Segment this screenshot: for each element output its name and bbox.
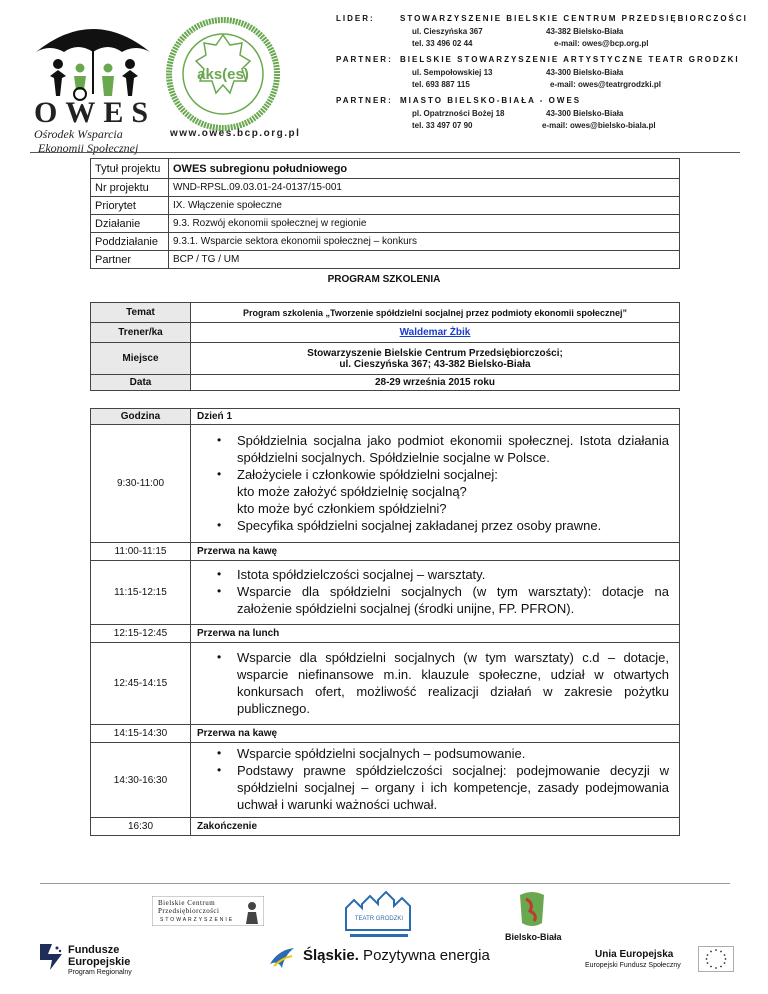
slaskie-slogan <box>303 947 490 964</box>
meta-topic: Program szkolenia „Tworzenie spółdzielni socjalnej przez podmioty ekonomii społecznej” <box>191 303 680 323</box>
table-row <box>91 743 680 818</box>
info-label: Partner <box>91 251 169 269</box>
info-value: 9.3. Rozwój ekonomii społecznej w regionie <box>169 215 680 233</box>
table-row <box>91 251 680 269</box>
sub-line: kto może założyć spółdzielnię socjalną? <box>237 483 467 499</box>
bielsko-biala-logo <box>512 889 552 929</box>
info-label: Nr projektu <box>91 179 169 197</box>
table-row <box>91 543 680 561</box>
table-row <box>91 375 680 391</box>
fundusze-europejskie-logo <box>38 942 64 972</box>
partner-name: MIASTO BIELSKO-BIAŁA - OWES <box>400 96 582 105</box>
partner-name: BIELSKIE STOWARZYSZENIE ARTYSTYCZNE TEATR GRODZKI <box>400 55 740 64</box>
bcp-logo-line-3: STOWARZYSZENIE <box>160 917 235 923</box>
slaskie-rest: Pozytywna energia <box>358 947 490 964</box>
list-item: • Wsparcie dla spółdzielni socjalnych (w tym warsztaty): dotacje na założenie spółdzielni socjalnej (środki unijne, FP. PFRON). <box>217 583 669 617</box>
table-row <box>91 725 680 743</box>
table-row <box>91 303 680 323</box>
break-cell: Zakończenie <box>191 818 680 836</box>
akses-logo-text: aks(es) <box>197 66 249 83</box>
meta-trainer-cell <box>191 323 680 343</box>
project-info-table <box>90 158 680 269</box>
table-row <box>91 159 680 179</box>
session-content <box>191 743 680 818</box>
partner-email: e-mail: owes@bcp.org.pl <box>554 39 649 48</box>
slaskie-bold: Śląskie. <box>303 947 359 964</box>
break-cell: Przerwa na lunch <box>191 625 680 643</box>
list-item: • Podstawy prawne spółdzielczości socjalnej: podejmowanie decyzji w spółdzielni socjalnej – organy i ich kompetencje, zasady podejmowania uchwał i warunki ważności uchwał. <box>217 762 669 813</box>
sub-line: kto może być członkiem spółdzielni? <box>237 500 447 516</box>
partner-address: pl. Opatrzności Bożej 18 <box>412 109 505 118</box>
session-content <box>191 425 680 543</box>
time-cell: 12:45-14:15 <box>91 643 191 725</box>
break-cell: Przerwa na kawę <box>191 725 680 743</box>
partner-address: ul. Cieszyńska 367 <box>412 27 483 36</box>
info-value: WND-RPSL.09.03.01-24-0137/15-001 <box>169 179 680 197</box>
training-meta-table <box>90 302 680 391</box>
break-cell: Przerwa na kawę <box>191 543 680 561</box>
partner-tel: tel. 693 887 115 <box>412 80 470 89</box>
partner-city: 43-382 Bielsko-Biała <box>546 27 624 36</box>
table-row <box>91 343 680 375</box>
eu-label-1: Unia Europejska <box>595 949 674 960</box>
meta-label: Data <box>91 375 191 391</box>
partner-role: LIDER: <box>336 14 375 23</box>
list-item: • Spółdzielnia socjalna jako podmiot ekonomii społecznej. Istota działania spółdzielni socjalnych. Spółdzielnie socjalne w Polsce. <box>217 432 669 466</box>
hour-header: Godzina <box>91 409 191 425</box>
header-divider <box>30 152 740 153</box>
time-cell: 14:15-14:30 <box>91 725 191 743</box>
meta-place-cell <box>191 343 680 375</box>
meta-label: Trener/ka <box>91 323 191 343</box>
time-cell: 16:30 <box>91 818 191 836</box>
table-row <box>91 179 680 197</box>
partner-city: 43-300 Bielsko-Biała <box>546 68 624 77</box>
info-label: Priorytet <box>91 197 169 215</box>
bcp-logo-line-1: Bielskie Centrum <box>158 899 216 907</box>
table-row <box>91 625 680 643</box>
partner-address: ul. Sempołowskiej 13 <box>412 68 493 77</box>
partner-role: PARTNER: <box>336 96 393 105</box>
session-content <box>191 643 680 725</box>
info-label: Poddziałanie <box>91 233 169 251</box>
info-value: 9.3.1. Wsparcie sektora ekonomii społecznej – konkurs <box>169 233 680 251</box>
info-value: BCP / TG / UM <box>169 251 680 269</box>
akses-seal-logo <box>164 15 282 133</box>
list-item: • Istota spółdzielczości socjalnej – warsztaty. <box>217 566 669 583</box>
partner-email: e-mail: owes@teatrgrodzki.pl <box>550 80 661 89</box>
fe-label-1: Fundusze <box>68 944 120 956</box>
info-value: IX. Włączenie społeczne <box>169 197 680 215</box>
time-cell: 9:30-11:00 <box>91 425 191 543</box>
list-item: • Wsparcie dla spółdzielni socjalnych (w tym warsztaty) c.d – dotacje, wsparcie niefinansowe m.in. klauzule społeczne, udział w otwartych konkursach ofert, możliwość realizacji działań w zakresie pożytku publicznego. <box>217 649 669 717</box>
eu-label-2: Europejski Fundusz Społeczny <box>585 962 681 969</box>
day-header: Dzień 1 <box>191 409 680 425</box>
owes-website: www.owes.bcp.org.pl <box>170 128 301 139</box>
partner-role: PARTNER: <box>336 55 393 64</box>
info-label: Działanie <box>91 215 169 233</box>
slaskie-logo <box>268 946 296 970</box>
teatr-grodzki-logo <box>342 890 416 938</box>
time-cell: 14:30-16:30 <box>91 743 191 818</box>
meta-label: Miejsce <box>91 343 191 375</box>
meta-date: 28-29 września 2015 roku <box>191 375 680 391</box>
time-cell: 12:15-12:45 <box>91 625 191 643</box>
info-label: Tytuł projektu <box>91 159 169 179</box>
trainer-link[interactable]: Waldemar Żbik <box>399 327 471 338</box>
footer-divider <box>40 883 730 884</box>
eu-flag-icon <box>698 946 734 972</box>
list-item: • Specyfika spółdzielni socjalnej zakładanej przez osoby prawne. <box>217 517 669 534</box>
table-header-row <box>91 409 680 425</box>
fe-label-3: Program Regionalny <box>68 969 132 976</box>
partner-tel: tel. 33 497 07 90 <box>412 121 473 130</box>
program-title: PROGRAM SZKOLENIA <box>327 274 441 285</box>
list-item: • Założyciele i członkowie spółdzielni socjalnej: <box>217 466 669 483</box>
bielsko-biala-label: Bielsko-Biała <box>505 932 562 942</box>
schedule-table <box>90 408 680 836</box>
table-row <box>91 643 680 725</box>
time-cell: 11:15-12:15 <box>91 561 191 625</box>
bcp-logo-line-2: Przedsiębiorczości <box>158 907 220 915</box>
owes-subtitle-1: Ośrodek Wsparcia <box>34 127 123 141</box>
owes-subtitle-2: Ekonomii Społecznej <box>38 141 139 155</box>
list-item: • Wsparcie spółdzielni socjalnych – podsumowanie. <box>217 745 669 762</box>
meta-place-line-1: Stowarzyszenie Bielskie Centrum Przedsiębiorczości; <box>307 347 563 359</box>
partner-city: 43-300 Bielsko-Biała <box>546 109 624 118</box>
meta-label: Temat <box>91 303 191 323</box>
partner-name: STOWARZYSZENIE BIELSKIE CENTRUM PRZEDSIĘBIORCZOŚCI <box>400 14 748 23</box>
fe-label-2: Europejskie <box>68 956 131 968</box>
session-content <box>191 561 680 625</box>
teatr-logo-text: TEATR GRODZKI <box>354 916 404 922</box>
time-cell: 11:00-11:15 <box>91 543 191 561</box>
table-row <box>91 323 680 343</box>
owes-wordmark: OWES <box>34 96 157 129</box>
partner-tel: tel. 33 496 02 44 <box>412 39 473 48</box>
info-value: OWES subregionu południowego <box>169 159 680 179</box>
table-row <box>91 818 680 836</box>
table-row <box>91 215 680 233</box>
table-row <box>91 425 680 543</box>
table-row <box>91 197 680 215</box>
table-row <box>91 561 680 625</box>
meta-place-line-2: ul. Cieszyńska 367; 43-382 Bielsko-Biała <box>339 358 531 370</box>
table-row <box>91 233 680 251</box>
partner-email: e-mail: owes@bielsko-biala.pl <box>542 121 656 130</box>
